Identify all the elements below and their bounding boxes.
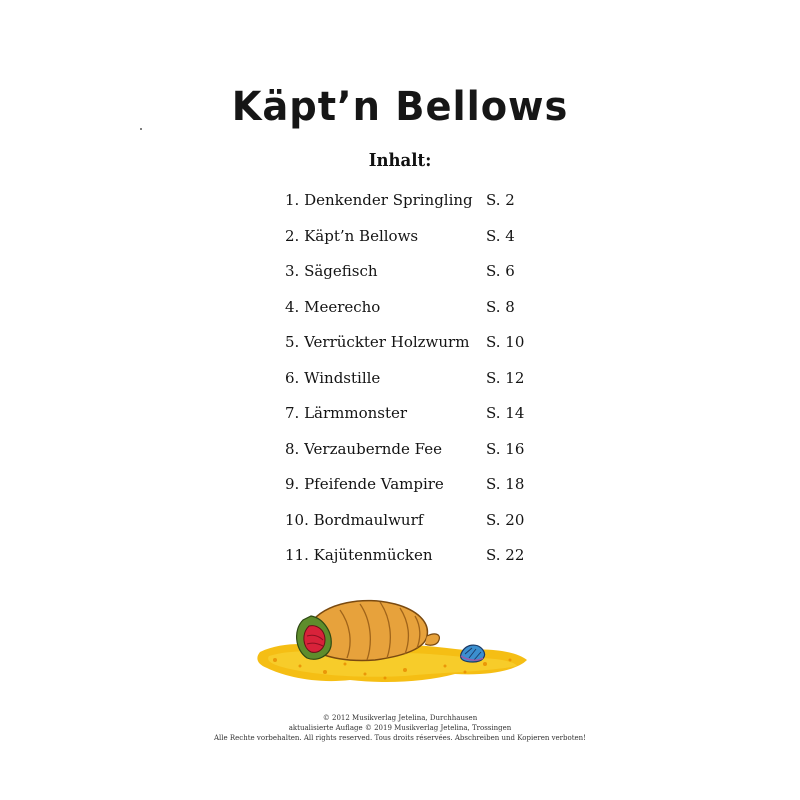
toc-row bbox=[0, 472, 800, 496]
toc-entry-page: S. 20 bbox=[486, 511, 525, 529]
toc-row bbox=[0, 330, 800, 354]
toc-entry-title: 1. Denkender Springling bbox=[285, 191, 473, 209]
page-title: Käpt’n Bellows bbox=[231, 84, 569, 130]
toc-entry-title: 2. Käpt’n Bellows bbox=[285, 227, 419, 245]
toc-entry-page: S. 2 bbox=[486, 191, 515, 209]
toc-entry-page: S. 6 bbox=[486, 262, 515, 280]
toc-entry-title: 4. Meerecho bbox=[285, 298, 381, 316]
toc-row bbox=[0, 295, 800, 319]
toc-entry-title: 5. Verrückter Holzwurm bbox=[285, 333, 470, 351]
toc-row bbox=[0, 508, 800, 532]
toc-entry-page: S. 18 bbox=[486, 475, 525, 493]
toc-entry-title: 11. Kajütenmücken bbox=[285, 546, 433, 564]
toc-row bbox=[0, 366, 800, 390]
toc-entry-title: 9. Pfeifende Vampire bbox=[285, 475, 444, 493]
toc-row bbox=[0, 543, 800, 567]
copyright-line: © 2012 Musikverlag Jetelina, Durchhausen bbox=[322, 714, 478, 722]
toc-row bbox=[0, 437, 800, 461]
copyright-line: Alle Rechte vorbehalten. All rights reserved. Tous droits réservées. Abschreiben und Kopieren verboten! bbox=[213, 734, 586, 742]
toc-row bbox=[0, 259, 800, 283]
toc-entry-title: 7. Lärmmonster bbox=[285, 404, 408, 422]
seashell-on-sand-illustration bbox=[255, 590, 530, 690]
toc-entry-page: S. 22 bbox=[486, 546, 525, 564]
toc-entry-title: 8. Verzaubernde Fee bbox=[285, 440, 442, 458]
toc-row bbox=[0, 224, 800, 248]
toc-entry-page: S. 8 bbox=[486, 298, 515, 316]
toc-row bbox=[0, 188, 800, 212]
copyright-line: aktualisierte Auflage © 2019 Musikverlag Jetelina, Trossingen bbox=[288, 724, 512, 732]
toc-entry-page: S. 12 bbox=[486, 369, 525, 387]
toc-entry-page: S. 4 bbox=[486, 227, 515, 245]
toc-entry-page: S. 10 bbox=[486, 333, 525, 351]
toc-entry-title: 3. Sägefisch bbox=[285, 262, 378, 280]
toc-row bbox=[0, 401, 800, 425]
toc-entry-title: 6. Windstille bbox=[285, 369, 381, 387]
toc-entry-page: S. 14 bbox=[486, 404, 525, 422]
toc-entry-page: S. 16 bbox=[486, 440, 525, 458]
toc-heading: Inhalt: bbox=[368, 150, 432, 171]
toc-entry-title: 10. Bordmaulwurf bbox=[285, 511, 424, 529]
copyright-footer bbox=[0, 713, 800, 743]
